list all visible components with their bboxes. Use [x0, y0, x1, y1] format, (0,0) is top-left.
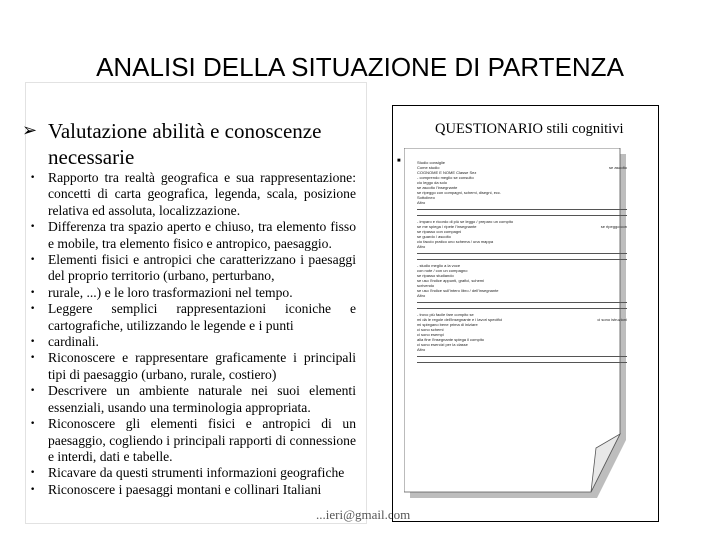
questionnaire-side-note: ci sono istruzioni: [597, 317, 627, 322]
bullet-dot-icon: •: [30, 353, 36, 364]
bullet-dot-icon: •: [30, 304, 36, 315]
bullet-dot-icon: •: [30, 484, 36, 495]
slide-title: ANALISI DELLA SITUAZIONE DI PARTENZA: [96, 52, 624, 82]
questionnaire-line: Altro: [417, 293, 426, 298]
bullet-item: [30, 219, 356, 252]
bullet-item: [30, 334, 356, 350]
questionnaire-line: - imparo e ricordo di più se leggo / preparo un compito: [417, 219, 514, 224]
answer-line: [417, 358, 627, 363]
questionnaire-bullet-icon: ■: [397, 158, 401, 164]
bullet-dot-icon: •: [30, 419, 36, 430]
bullet-list: [30, 170, 356, 498]
questionnaire-side-note: se ripeggo con: [600, 224, 627, 229]
questionnaire-side-note: se ascolto: [608, 165, 627, 170]
bullet-item: [30, 285, 356, 301]
bullet-dot-icon: •: [30, 255, 36, 266]
bullet-item: [30, 465, 356, 481]
questionnaire-line: cio leggo da solo: [417, 180, 448, 185]
questionnaire-line: Altro: [417, 347, 426, 352]
questionnaire-line: scrivendo: [417, 283, 435, 288]
questionnaire-section: [417, 219, 627, 260]
bullet-dot-icon: •: [30, 337, 36, 348]
questionnaire-line: Studio consiglie: [417, 160, 446, 165]
author-email: ...ieri@gmail.com: [316, 507, 411, 522]
bullet-dot-icon: •: [30, 222, 36, 233]
questionnaire-line: COGNOME E NOME Classe Sez: [417, 170, 477, 175]
bullet-text: Riconoscere e rappresentare graficamente i principali tipi di paesaggio (urbano, rurale, costiero): [48, 350, 356, 382]
questionnaire-line: se uso l'indice appunti, grafici, schemi: [417, 278, 485, 283]
questionnaire-section: [417, 263, 627, 309]
bullet-dot-icon: •: [30, 173, 36, 183]
answer-line: [417, 205, 627, 210]
questionnaire-line: Sottolineo: [417, 195, 435, 200]
bullet-text: Differenza tra spazio aperto e chiuso, tra elemento fisso e mobile, tra elemento fisico e antropico, paesaggio.: [48, 219, 356, 251]
bullet-dot-icon: •: [30, 287, 36, 298]
questionnaire-line: mi spiegano bene prima di iniziare: [417, 322, 478, 327]
bullet-dot-icon: •: [30, 386, 36, 397]
answer-line: [417, 304, 627, 309]
questionnaire-line: Come studio se ascolto: [417, 165, 627, 170]
bullet-text: Elementi fisici e antropici che caratterizzano i paesaggi del proprio territorio (urbano, perturbano,: [48, 252, 356, 284]
questionnaire-line: mi dà le regole dell'insegnante e i lavori specifici ci sono istruzioni: [417, 317, 627, 322]
questionnaire-line: se uso l'indice sull'intero libro / dell'insegnante: [417, 288, 499, 293]
bullet-item: [30, 416, 356, 465]
questionnaire-line: cio faccio pratico uno schema / una mappa: [417, 239, 494, 244]
questionnaire-section: [417, 312, 627, 363]
questionnaire-line: se me spiega / ripete l'insegnante se ripeggo con: [417, 224, 627, 229]
questionnaire-line: Altro: [417, 200, 426, 205]
bullet-item: [30, 383, 356, 416]
answer-line: [417, 352, 627, 357]
answer-line: [417, 298, 627, 303]
bullet-item: [30, 170, 356, 219]
bullet-text: Ricavare da questi strumenti informazioni geografiche: [48, 465, 345, 481]
questionnaire-text: [417, 157, 627, 364]
questionnaire-line: se guardo / ascolto: [417, 234, 451, 239]
bullet-text: Descrivere un ambiente naturale nei suoi elementi essenziali, usando una terminologia appropriata.: [48, 383, 356, 415]
questionnaire-title: QUESTIONARIO stili cognitivi: [435, 121, 624, 137]
bullet-text: Riconoscere i paesaggi montani e collinari Italiani: [48, 481, 322, 497]
questionnaire-line: se ripeggo con compagni, schemi, disegni, ecc.: [417, 190, 502, 195]
bullet-item: [30, 252, 356, 285]
questionnaire-line: se ascolto l'insegnante: [417, 185, 458, 190]
questionnaire-line: alla fine l'insegnante spiega il compito: [417, 337, 485, 342]
bullet-text: cardinali.: [48, 334, 99, 350]
bullet-item: [30, 482, 356, 498]
bullet-text: rurale, ...) e le loro trasformazioni nel tempo.: [48, 284, 293, 300]
answer-line: [417, 211, 627, 216]
answer-line: [417, 249, 627, 254]
questionnaire-line: - trovo più facile fare compito se: [417, 312, 474, 317]
section-heading-text: Valutazione abilità e conoscenze necessarie: [48, 119, 322, 169]
bullet-text: Rapporto tra realtà geografica e sua rappresentazione: concetti di carta geografica, legenda, scala, posizione relativa ed assoluta, localizzazione.: [48, 170, 356, 218]
bullet-item: [30, 301, 356, 334]
questionnaire-line: Altro: [417, 244, 426, 249]
questionnaire-line: ci sono schemi: [417, 327, 444, 332]
bullet-text: Leggere semplici rappresentazioni iconiche e cartografiche, utilizzando le legende e i punti: [48, 301, 356, 333]
bullet-text: Riconoscere gli elementi fisici e antropici di un paesaggio, cogliendo i principali rapporti di connessione e interdi, dati e tabelle.: [48, 416, 356, 464]
bullet-dot-icon: •: [30, 468, 36, 479]
questionnaire-line: ci sono esempi: [417, 332, 444, 337]
questionnaire-section: [417, 160, 627, 216]
questionnaire-line: con note / con un compagno: [417, 268, 468, 273]
questionnaire-line: - comprendo meglio se consulto: [417, 175, 474, 180]
questionnaire-line: se ripasso con compagni: [417, 229, 462, 234]
arrow-bullet-icon: ➢: [22, 120, 38, 141]
questionnaire-line: - studio meglio a la voce: [417, 263, 461, 268]
questionnaire-line: se ripasso studiando: [417, 273, 454, 278]
questionnaire-line: ci sono esercizi per la classe: [417, 342, 468, 347]
bullet-item: [30, 350, 356, 383]
answer-line: [417, 255, 627, 260]
